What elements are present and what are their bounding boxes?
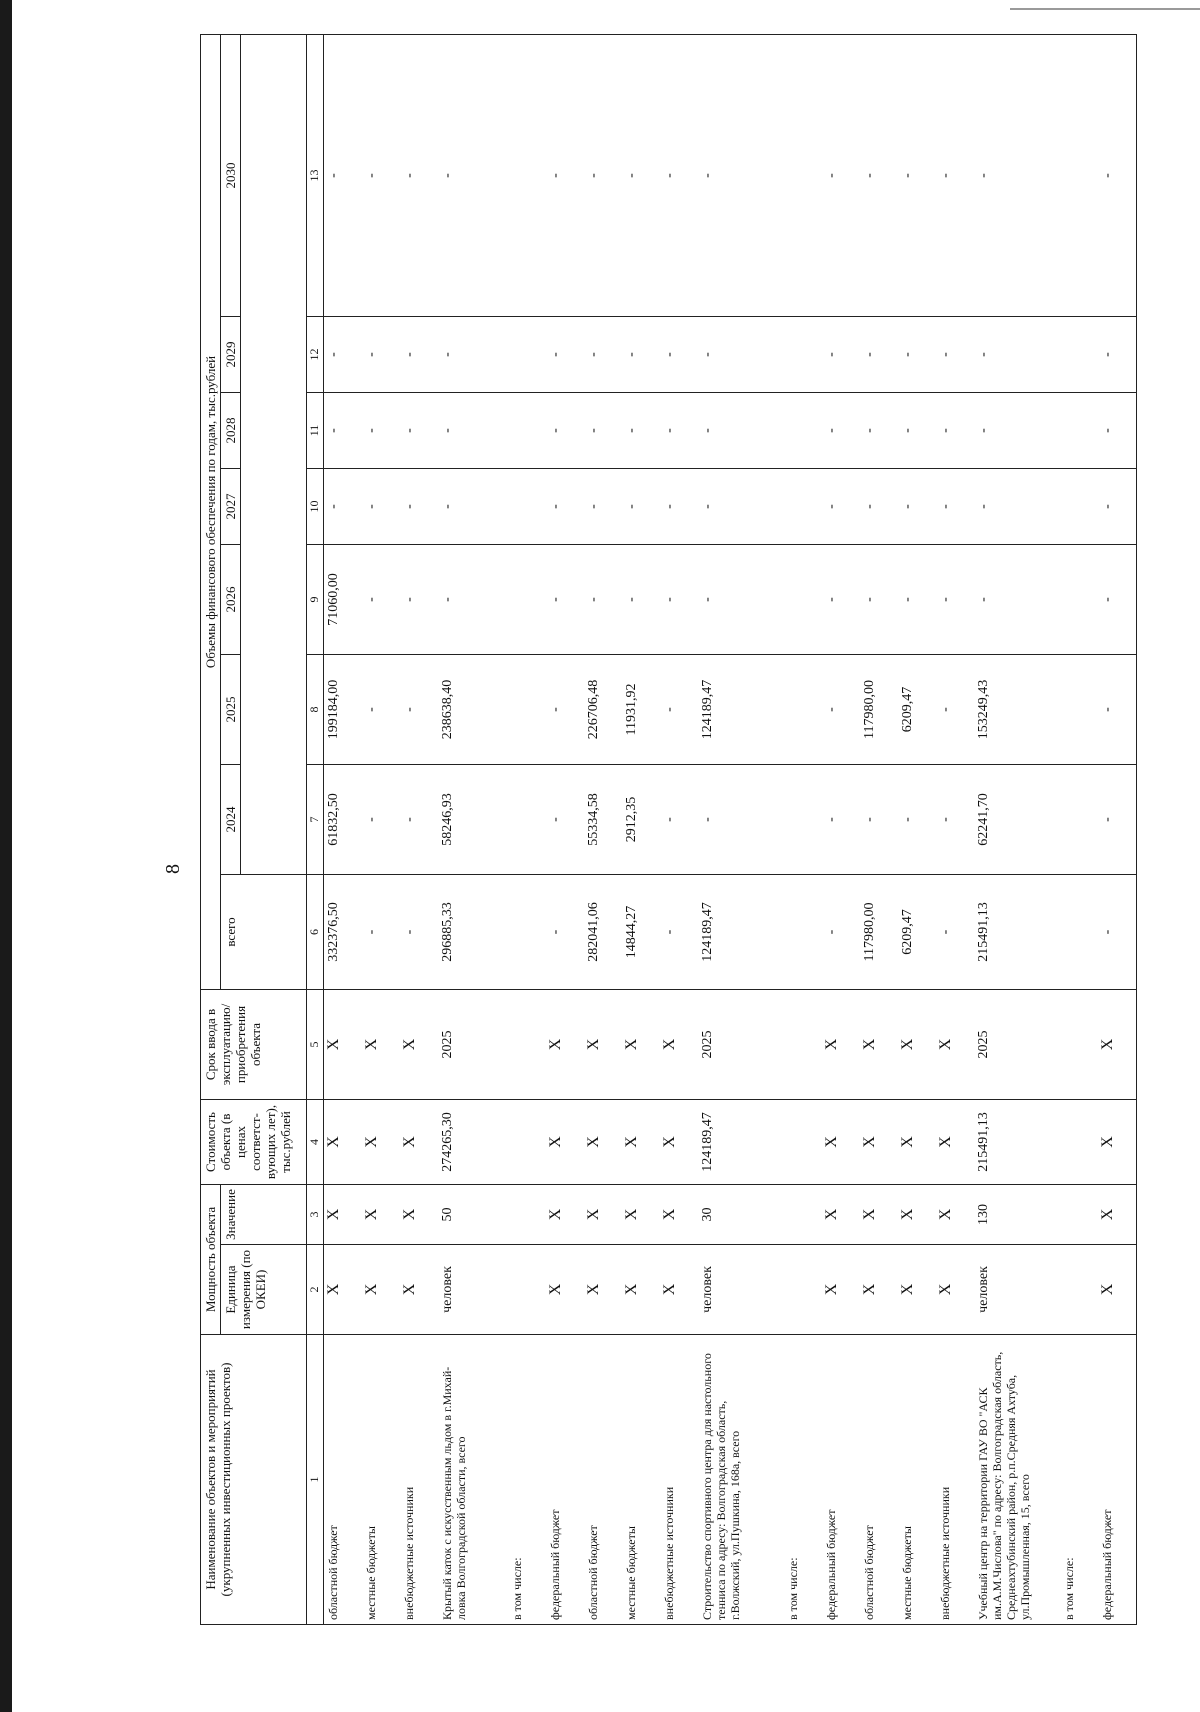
row-value-cell: - xyxy=(1098,34,1137,316)
row-value-cell: X xyxy=(860,989,898,1099)
row-value-cell: 62241,70 xyxy=(974,764,1060,874)
row-value-cell: X xyxy=(400,1184,438,1244)
row-value-cell: - xyxy=(898,544,936,654)
row-value-cell: - xyxy=(400,468,438,544)
row-value-cell: X xyxy=(584,989,622,1099)
table-row xyxy=(822,34,860,1624)
row-value-cell: - xyxy=(324,34,363,316)
row-value-cell: - xyxy=(1098,392,1137,468)
row-value-cell: 124189,47 xyxy=(698,874,784,989)
row-value-cell: - xyxy=(438,468,508,544)
row-value-cell xyxy=(1060,1245,1098,1335)
table-row xyxy=(1098,34,1137,1624)
row-value-cell: - xyxy=(584,392,622,468)
row-value-cell xyxy=(1060,874,1098,989)
row-name-cell: областной бюджет xyxy=(324,1335,363,1625)
row-value-cell xyxy=(508,34,546,316)
table-row xyxy=(784,34,822,1624)
header-funding: Объемы финансового обеспечения по годам, тыс.рублей xyxy=(201,34,221,989)
row-value-cell: - xyxy=(822,764,860,874)
row-value-cell: X xyxy=(822,1099,860,1184)
header-year: 2027 xyxy=(221,468,241,544)
row-value-cell: X xyxy=(362,1245,400,1335)
row-value-cell: 215491,13 xyxy=(974,1099,1060,1184)
row-value-cell: X xyxy=(898,1184,936,1244)
row-value-cell: X xyxy=(324,989,363,1099)
row-value-cell: - xyxy=(362,34,400,316)
row-value-cell: - xyxy=(400,654,438,764)
row-value-cell: - xyxy=(660,392,698,468)
row-value-cell: X xyxy=(936,989,974,1099)
row-value-cell: - xyxy=(546,764,584,874)
header-year: 2028 xyxy=(221,392,241,468)
row-value-cell xyxy=(1060,764,1098,874)
row-value-cell: X xyxy=(660,1184,698,1244)
table-row xyxy=(400,34,438,1624)
row-value-cell: X xyxy=(660,1099,698,1184)
row-value-cell: 130 xyxy=(974,1184,1060,1244)
row-value-cell: X xyxy=(898,989,936,1099)
table-row xyxy=(698,34,784,1624)
row-value-cell: X xyxy=(660,1245,698,1335)
row-value-cell: 117980,00 xyxy=(860,654,898,764)
row-value-cell: 332376,50 xyxy=(324,874,363,989)
row-value-cell: 199184,00 xyxy=(324,654,363,764)
row-value-cell: 215491,13 xyxy=(974,874,1060,989)
row-value-cell: 274265,30 xyxy=(438,1099,508,1184)
row-value-cell: X xyxy=(362,1099,400,1184)
row-value-cell: 55334,58 xyxy=(584,764,622,874)
table-body xyxy=(324,34,1137,1624)
header-term: Срок ввода в эксплуатацию/ приобретения объекта xyxy=(201,989,307,1099)
row-value-cell: 2025 xyxy=(438,989,508,1099)
row-value-cell: - xyxy=(660,874,698,989)
row-value-cell: 11931,92 xyxy=(622,654,660,764)
header-name: Наименование объектов и мероприятий (укрупненных инвестиционных проектов) xyxy=(201,1335,307,1625)
row-value-cell xyxy=(784,1184,822,1244)
table-row xyxy=(324,34,363,1624)
row-value-cell: - xyxy=(860,544,898,654)
row-value-cell: человек xyxy=(438,1245,508,1335)
row-name-cell: внебюджетные источники xyxy=(936,1335,974,1625)
row-value-cell: X xyxy=(324,1184,363,1244)
row-value-cell: X xyxy=(400,1099,438,1184)
header-year: 2030 xyxy=(221,34,241,316)
row-value-cell: - xyxy=(860,392,898,468)
scan-top-line xyxy=(1010,8,1200,10)
row-value-cell xyxy=(1060,34,1098,316)
row-value-cell: - xyxy=(622,316,660,392)
row-value-cell: X xyxy=(936,1245,974,1335)
row-value-cell: X xyxy=(822,989,860,1099)
row-value-cell xyxy=(508,544,546,654)
row-value-cell xyxy=(784,764,822,874)
row-value-cell: X xyxy=(936,1099,974,1184)
row-value-cell: - xyxy=(860,764,898,874)
table-row xyxy=(1060,34,1098,1624)
row-value-cell: - xyxy=(362,544,400,654)
row-name-cell: Учебный центр на территории ГАУ ВО "АСК им.А.М.Числова" по адресу: Волгоградская область, Среднеахтубинский район, р.п.Средняя Ахтуба, ул.Промышленная, 15, всего xyxy=(974,1335,1060,1625)
row-value-cell: - xyxy=(546,316,584,392)
row-value-cell: - xyxy=(822,316,860,392)
row-value-cell: - xyxy=(822,468,860,544)
row-value-cell: X xyxy=(584,1099,622,1184)
row-value-cell: - xyxy=(974,316,1060,392)
row-name-cell: федеральный бюджет xyxy=(1098,1335,1137,1625)
row-value-cell: - xyxy=(438,392,508,468)
row-value-cell: - xyxy=(936,764,974,874)
row-value-cell: X xyxy=(936,1184,974,1244)
row-value-cell: - xyxy=(438,544,508,654)
row-value-cell xyxy=(784,1099,822,1184)
row-name-cell: областной бюджет xyxy=(860,1335,898,1625)
row-value-cell: - xyxy=(324,392,363,468)
row-value-cell: - xyxy=(698,34,784,316)
row-value-cell: - xyxy=(324,468,363,544)
row-value-cell xyxy=(1060,1184,1098,1244)
row-value-cell: X xyxy=(362,1184,400,1244)
row-value-cell: 2025 xyxy=(698,989,784,1099)
row-value-cell xyxy=(508,392,546,468)
row-value-cell: - xyxy=(660,34,698,316)
row-value-cell: X xyxy=(622,1245,660,1335)
row-value-cell xyxy=(508,1184,546,1244)
row-value-cell: X xyxy=(324,1099,363,1184)
row-value-cell: 282041,06 xyxy=(584,874,622,989)
table-row xyxy=(660,34,698,1624)
row-value-cell: - xyxy=(400,874,438,989)
row-value-cell xyxy=(508,989,546,1099)
row-value-cell: - xyxy=(622,392,660,468)
row-value-cell: - xyxy=(822,34,860,316)
row-name-cell: Крытый каток с искусственным льдом в г.Михай-ловка Волгоградской области, всего xyxy=(438,1335,508,1625)
row-value-cell: - xyxy=(974,544,1060,654)
row-value-cell xyxy=(508,764,546,874)
table-row xyxy=(622,34,660,1624)
header-year: 2024 xyxy=(221,764,241,874)
row-value-cell: - xyxy=(936,654,974,764)
row-value-cell: - xyxy=(898,34,936,316)
column-number-row xyxy=(307,34,324,1624)
row-value-cell: - xyxy=(660,654,698,764)
row-value-cell xyxy=(1060,989,1098,1099)
row-name-cell: внебюджетные источники xyxy=(400,1335,438,1625)
column-number: 12 xyxy=(307,316,324,392)
row-name-cell: местные бюджеты xyxy=(622,1335,660,1625)
table-row xyxy=(860,34,898,1624)
row-value-cell: - xyxy=(1098,544,1137,654)
row-value-cell: - xyxy=(936,316,974,392)
row-value-cell xyxy=(784,544,822,654)
row-value-cell: - xyxy=(936,392,974,468)
row-name-cell: областной бюджет xyxy=(584,1335,622,1625)
row-value-cell: 50 xyxy=(438,1184,508,1244)
row-value-cell xyxy=(508,1099,546,1184)
row-value-cell: - xyxy=(362,654,400,764)
row-value-cell: - xyxy=(660,468,698,544)
row-value-cell: X xyxy=(822,1184,860,1244)
column-number: 10 xyxy=(307,468,324,544)
row-value-cell: 117980,00 xyxy=(860,874,898,989)
row-value-cell: - xyxy=(400,764,438,874)
row-name-cell: местные бюджеты xyxy=(898,1335,936,1625)
row-value-cell: - xyxy=(362,316,400,392)
row-value-cell: - xyxy=(1098,654,1137,764)
row-value-cell: X xyxy=(546,989,584,1099)
row-value-cell: - xyxy=(936,874,974,989)
row-value-cell: - xyxy=(974,392,1060,468)
row-value-cell: - xyxy=(936,544,974,654)
table-row xyxy=(546,34,584,1624)
row-value-cell: 6209,47 xyxy=(898,874,936,989)
header-year: 2025 xyxy=(221,654,241,764)
row-name-cell: федеральный бюджет xyxy=(546,1335,584,1625)
row-value-cell: X xyxy=(622,1099,660,1184)
row-value-cell: 58246,93 xyxy=(438,764,508,874)
header-unit: Единица измерения (по ОКЕИ) xyxy=(221,1245,307,1335)
row-value-cell: - xyxy=(362,392,400,468)
row-value-cell: 226706,48 xyxy=(584,654,622,764)
row-value-cell: 2912,35 xyxy=(622,764,660,874)
row-value-cell: 30 xyxy=(698,1184,784,1244)
column-number: 3 xyxy=(307,1184,324,1244)
row-value-cell: X xyxy=(898,1245,936,1335)
header-value: Значение xyxy=(221,1184,307,1244)
row-value-cell: - xyxy=(324,316,363,392)
header-cost: Стоимость объекта (в ценах соответст-вующих лет), тыс.рублей xyxy=(201,1099,307,1184)
row-value-cell: X xyxy=(860,1245,898,1335)
column-number: 9 xyxy=(307,544,324,654)
row-value-cell: - xyxy=(584,316,622,392)
column-number: 7 xyxy=(307,764,324,874)
row-value-cell: - xyxy=(546,544,584,654)
row-value-cell: X xyxy=(546,1184,584,1244)
row-value-cell xyxy=(508,874,546,989)
row-value-cell: X xyxy=(546,1245,584,1335)
row-value-cell: X xyxy=(860,1099,898,1184)
row-value-cell xyxy=(784,392,822,468)
row-value-cell xyxy=(1060,468,1098,544)
row-value-cell: - xyxy=(822,654,860,764)
header-year: 2029 xyxy=(221,316,241,392)
row-value-cell xyxy=(1060,544,1098,654)
row-value-cell: X xyxy=(898,1099,936,1184)
row-name-cell: в том числе: xyxy=(1060,1335,1098,1625)
row-value-cell: - xyxy=(698,544,784,654)
row-value-cell: - xyxy=(860,34,898,316)
column-number: 1 xyxy=(307,1335,324,1625)
row-value-cell: - xyxy=(546,874,584,989)
row-value-cell: 124189,47 xyxy=(698,1099,784,1184)
row-value-cell: - xyxy=(860,316,898,392)
column-number: 8 xyxy=(307,654,324,764)
row-value-cell: - xyxy=(936,468,974,544)
row-value-cell: - xyxy=(584,34,622,316)
row-value-cell: - xyxy=(546,34,584,316)
row-value-cell xyxy=(1060,654,1098,764)
row-value-cell: - xyxy=(898,316,936,392)
row-value-cell: - xyxy=(936,34,974,316)
row-name-cell: внебюджетные источники xyxy=(660,1335,698,1625)
row-value-cell xyxy=(1060,316,1098,392)
row-value-cell: - xyxy=(546,654,584,764)
row-value-cell xyxy=(784,316,822,392)
table-row xyxy=(936,34,974,1624)
row-value-cell: - xyxy=(400,392,438,468)
row-value-cell: X xyxy=(1098,1245,1137,1335)
table-row xyxy=(508,34,546,1624)
row-value-cell: 238638,40 xyxy=(438,654,508,764)
row-value-cell: X xyxy=(400,989,438,1099)
row-value-cell xyxy=(508,654,546,764)
row-value-cell: человек xyxy=(698,1245,784,1335)
table-row xyxy=(584,34,622,1624)
row-value-cell: - xyxy=(1098,316,1137,392)
row-value-cell xyxy=(784,989,822,1099)
row-value-cell: - xyxy=(622,544,660,654)
row-value-cell xyxy=(784,1245,822,1335)
row-value-cell: - xyxy=(362,874,400,989)
row-value-cell: - xyxy=(546,392,584,468)
row-value-cell: - xyxy=(898,468,936,544)
row-value-cell: - xyxy=(400,34,438,316)
row-value-cell: - xyxy=(698,764,784,874)
row-value-cell xyxy=(784,874,822,989)
row-value-cell: - xyxy=(438,316,508,392)
table-row xyxy=(438,34,508,1624)
row-value-cell: - xyxy=(362,764,400,874)
row-value-cell: - xyxy=(1098,468,1137,544)
row-value-cell: 124189,47 xyxy=(698,654,784,764)
row-value-cell: 71060,00 xyxy=(324,544,363,654)
scan-right-margin xyxy=(1186,0,1200,1712)
row-value-cell: X xyxy=(324,1245,363,1335)
row-value-cell: X xyxy=(584,1245,622,1335)
row-value-cell xyxy=(508,316,546,392)
row-value-cell: X xyxy=(584,1184,622,1244)
row-value-cell: - xyxy=(362,468,400,544)
row-value-cell: - xyxy=(698,316,784,392)
column-number: 5 xyxy=(307,989,324,1099)
row-value-cell: - xyxy=(1098,874,1137,989)
row-value-cell: X xyxy=(362,989,400,1099)
column-number: 6 xyxy=(307,874,324,989)
row-value-cell: X xyxy=(622,989,660,1099)
row-value-cell: - xyxy=(698,392,784,468)
table-row xyxy=(898,34,936,1624)
row-value-cell: - xyxy=(400,316,438,392)
row-value-cell: X xyxy=(1098,1184,1137,1244)
column-number: 11 xyxy=(307,392,324,468)
header-capacity: Мощность объекта xyxy=(201,1184,221,1334)
row-value-cell: - xyxy=(400,544,438,654)
row-value-cell: 153249,43 xyxy=(974,654,1060,764)
funding-table xyxy=(200,34,1137,1625)
row-value-cell xyxy=(784,468,822,544)
row-name-cell: федеральный бюджет xyxy=(822,1335,860,1625)
row-value-cell: - xyxy=(898,392,936,468)
row-value-cell: - xyxy=(438,34,508,316)
row-value-cell: - xyxy=(660,764,698,874)
row-value-cell: - xyxy=(584,544,622,654)
row-value-cell: человек xyxy=(974,1245,1060,1335)
row-value-cell: X xyxy=(400,1245,438,1335)
row-value-cell: - xyxy=(898,764,936,874)
row-value-cell: - xyxy=(546,468,584,544)
row-value-cell: X xyxy=(860,1184,898,1244)
column-number: 2 xyxy=(307,1245,324,1335)
row-value-cell: 61832,50 xyxy=(324,764,363,874)
row-value-cell: - xyxy=(622,34,660,316)
row-name-cell: в том числе: xyxy=(508,1335,546,1625)
scan-left-edge xyxy=(0,0,12,1712)
row-name-cell: местные бюджеты xyxy=(362,1335,400,1625)
row-value-cell xyxy=(508,468,546,544)
column-number: 13 xyxy=(307,34,324,316)
column-number: 4 xyxy=(307,1099,324,1184)
row-value-cell: - xyxy=(698,468,784,544)
row-value-cell: X xyxy=(622,1184,660,1244)
row-value-cell xyxy=(784,654,822,764)
header-total: всего xyxy=(221,874,307,989)
table-header xyxy=(201,34,324,1624)
row-value-cell: 2025 xyxy=(974,989,1060,1099)
row-name-cell: в том числе: xyxy=(784,1335,822,1625)
row-value-cell: X xyxy=(660,989,698,1099)
row-value-cell: - xyxy=(974,468,1060,544)
row-value-cell: - xyxy=(822,874,860,989)
row-value-cell: - xyxy=(860,468,898,544)
row-value-cell: 296885,33 xyxy=(438,874,508,989)
row-value-cell: - xyxy=(660,544,698,654)
page-number: 8 xyxy=(162,864,184,874)
row-value-cell: X xyxy=(1098,989,1137,1099)
row-value-cell: X xyxy=(822,1245,860,1335)
table-row xyxy=(974,34,1060,1624)
row-value-cell xyxy=(1060,392,1098,468)
header-years-spacer xyxy=(241,34,307,874)
row-value-cell xyxy=(508,1245,546,1335)
row-value-cell: 6209,47 xyxy=(898,654,936,764)
row-value-cell: - xyxy=(974,34,1060,316)
row-value-cell: 14844,27 xyxy=(622,874,660,989)
row-value-cell: X xyxy=(1098,1099,1137,1184)
row-value-cell: - xyxy=(622,468,660,544)
row-value-cell xyxy=(784,34,822,316)
row-value-cell: - xyxy=(584,468,622,544)
row-name-cell: Строительство спортивного центра для настольного тенниса по адресу: Волгоградская область, г.Волжский, ул.Пушкина, 168а, всего xyxy=(698,1335,784,1625)
header-year: 2026 xyxy=(221,544,241,654)
table-row xyxy=(362,34,400,1624)
row-value-cell: - xyxy=(822,392,860,468)
row-value-cell: X xyxy=(546,1099,584,1184)
row-value-cell xyxy=(1060,1099,1098,1184)
row-value-cell: - xyxy=(660,316,698,392)
row-value-cell: - xyxy=(1098,764,1137,874)
row-value-cell: - xyxy=(822,544,860,654)
